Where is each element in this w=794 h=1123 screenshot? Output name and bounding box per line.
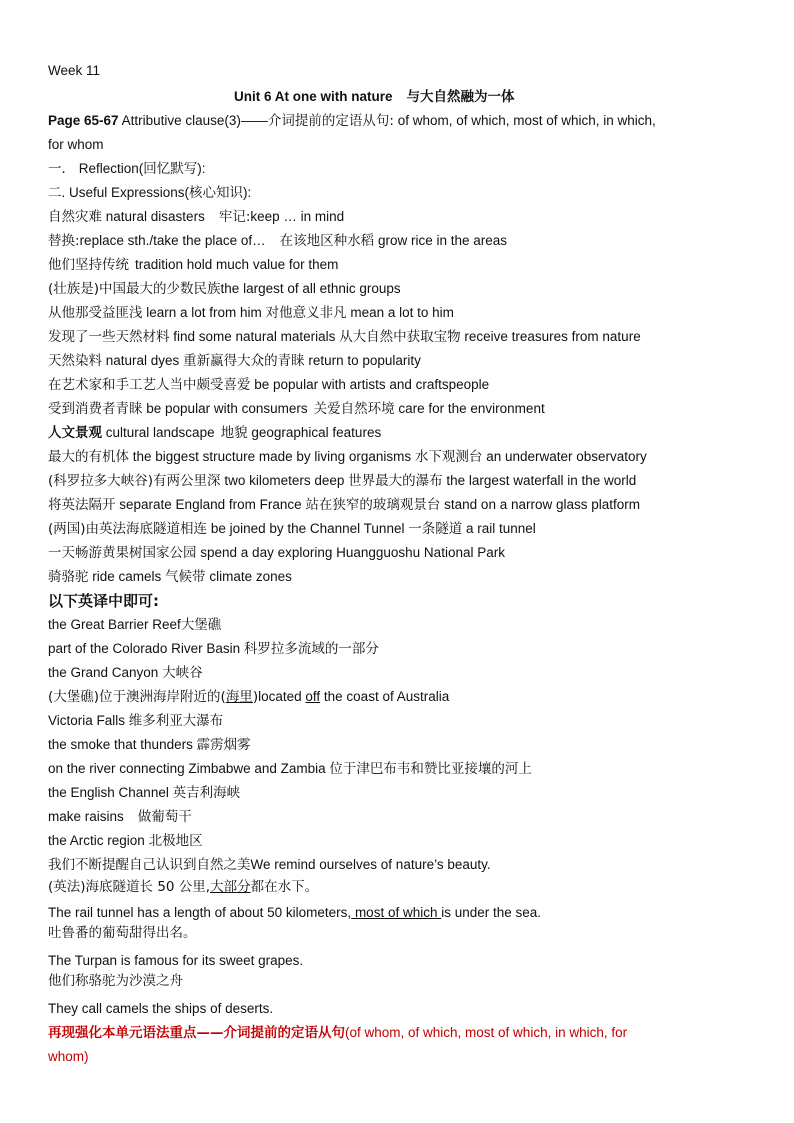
trans-cn: 位于津巴布韦和赞比亚接壤的河上 <box>329 761 532 777</box>
reef-cn-underlined: 海里 <box>225 689 253 705</box>
expr-row <box>48 424 381 442</box>
expr-row <box>48 328 641 346</box>
expr-en: an underwater observatory <box>486 449 647 464</box>
reflection-cn: 回忆默写 <box>143 161 198 177</box>
translation-row <box>48 640 379 658</box>
expr-en: natural disasters <box>105 209 205 224</box>
trans-cn: 英吉利海峡 <box>172 785 241 801</box>
sentence-en: The rail tunnel has a length of about 50 kilometers, <box>48 905 352 920</box>
sentence-cn: 我们不断提醒自己认识到自然之美 <box>48 857 251 873</box>
expr-cn: 受到消费者青睐 <box>48 401 143 417</box>
translation-row <box>48 808 192 826</box>
topic-cn: 介词提前的定语从句: <box>267 113 394 129</box>
expr-cn: (科罗拉多大峡谷)有两公里深 <box>48 473 221 489</box>
expr-row <box>48 208 344 226</box>
expr-cn: 从他那受益匪浅 <box>48 305 143 321</box>
expr-cn: 他们坚持传统 <box>48 257 129 273</box>
expr-en: stand on a narrow glass platform <box>444 497 641 512</box>
expr-cn: 替换: <box>48 233 80 249</box>
expr-row <box>48 568 292 586</box>
expr-cn: 发现了一些天然材料 <box>48 329 170 345</box>
reef-cn-close: ) <box>252 689 259 705</box>
expr-cn: 在艺术家和手工艺人当中颇受喜爱 <box>48 377 251 393</box>
sentence-cn: 都在水下。 <box>250 879 319 895</box>
trans-cn: 北极地区 <box>148 833 203 849</box>
expr-row <box>48 400 545 418</box>
expr-row <box>48 304 454 322</box>
translate-heading: 以下英译中即可: <box>48 592 159 610</box>
expr-en: the largest waterfall in the world <box>446 473 637 488</box>
expr-cn: 气候带 <box>165 569 206 585</box>
trans-en: the English Channel <box>48 785 169 800</box>
expr-en: two kilometers deep <box>224 473 345 488</box>
expr-row <box>48 496 640 514</box>
expr-en: ride camels <box>92 569 162 584</box>
closing-note-cont: whom) <box>48 1049 89 1064</box>
expr-en: be popular with artists and craftspeople <box>254 377 490 392</box>
expr-en: replace sth./take the place of… <box>79 233 266 248</box>
expr-cn: 重新赢得大众的青睐 <box>183 353 305 369</box>
section-useful <box>48 184 251 202</box>
trans-en: part of the Colorado River Basin <box>48 641 241 656</box>
expr-row <box>48 232 507 250</box>
expr-en: the biggest structure made by living organisms <box>132 449 412 464</box>
expr-cn: 将英法隔开 <box>48 497 116 513</box>
trans-en: the Grand Canyon <box>48 665 159 680</box>
sentence-en: is under the sea. <box>441 905 542 920</box>
translation-row <box>48 760 532 778</box>
expr-en: natural dyes <box>105 353 180 368</box>
expr-en: mean a lot to him <box>350 305 454 320</box>
closing-en: (of whom, of which, most of which, in which, for <box>345 1025 628 1040</box>
expr-en: tradition hold much value for them <box>135 257 339 272</box>
expr-en: return to popularity <box>308 353 421 368</box>
expr-cn: 天然染料 <box>48 353 102 369</box>
expr-cn: 自然灾难 <box>48 209 102 225</box>
trans-en: make raisins <box>48 809 124 824</box>
expr-row <box>48 376 489 394</box>
expr-cn: 人文景观 <box>48 425 102 441</box>
expr-cn: 一条隧道 <box>408 521 463 537</box>
useful-end: ): <box>243 185 252 200</box>
expr-row <box>48 352 421 370</box>
translation-row <box>48 736 251 754</box>
trans-en: Victoria Falls <box>48 713 126 728</box>
expr-en: spend a day exploring Huangguoshu National Park <box>200 545 505 560</box>
sentence-cn: (英法)海底隧道长 50 公里, <box>48 879 211 895</box>
expr-cn: 在该地区种水稻 <box>279 233 375 249</box>
week-label: Week 11 <box>48 63 101 78</box>
expr-en: care for the environment <box>398 401 545 416</box>
expr-cn: (壮族是)中国最大的少数民族 <box>48 281 221 297</box>
reef-line <box>48 688 449 706</box>
useful-cn: 核心知识 <box>189 185 244 201</box>
translation-row <box>48 832 203 850</box>
trans-en: the smoke that thunders <box>48 737 193 752</box>
expr-cn: 地貌 <box>220 425 248 441</box>
expr-cn: 牢记: <box>218 209 251 225</box>
reef-en-underlined: off <box>305 689 321 704</box>
trans-en: the Great Barrier Reef <box>48 617 181 632</box>
reflection-end: ): <box>197 161 206 176</box>
expr-en: keep … in mind <box>250 209 345 224</box>
expr-row <box>48 448 647 466</box>
sentence-en-underlined: most of which <box>351 905 442 920</box>
translation-row <box>48 664 203 682</box>
expr-cn: 一天畅游黄果树国家公园 <box>48 545 197 561</box>
expr-cn: (两国)由英法海底隧道相连 <box>48 521 208 537</box>
topic-forms-cont: for whom <box>48 137 104 152</box>
expr-cn: 站在狭窄的玻璃观景台 <box>305 497 441 513</box>
expr-en: find some natural materials <box>173 329 336 344</box>
reef-en: located <box>258 689 306 704</box>
trans-cn: 霹雳烟雾 <box>196 737 251 753</box>
trans-cn: 大堡礁 <box>180 617 222 633</box>
sentence-4-cn: 他们称骆驼为沙漠之舟 <box>48 973 183 989</box>
expr-row <box>48 280 401 298</box>
topic-en: Attributive clause(3)—— <box>121 113 268 128</box>
sentence-2-en <box>48 904 541 922</box>
page-ref: Page 65-67 <box>48 113 119 128</box>
translation-row <box>48 616 221 634</box>
trans-cn: 科罗拉多流域的一部分 <box>243 641 379 657</box>
section-reflection <box>48 160 206 178</box>
expr-en: cultural landscape <box>105 425 215 440</box>
expr-en: separate England from France <box>119 497 302 512</box>
expr-en: a rail tunnel <box>466 521 536 536</box>
sentence-cn-underlined: 大部分 <box>210 879 251 895</box>
expr-cn: 关爱自然环境 <box>313 401 395 417</box>
expr-en: the largest of all ethnic groups <box>220 281 401 296</box>
expr-cn: 最大的有机体 <box>48 449 129 465</box>
sentence-3-cn: 吐鲁番的葡萄甜得出名。 <box>48 925 197 941</box>
sentence-1 <box>48 856 491 874</box>
expr-cn: 水下观测台 <box>414 449 483 465</box>
expr-cn: 对他意义非凡 <box>265 305 347 321</box>
sentence-2-cn <box>48 878 318 896</box>
unit-title-en: Unit 6 At one with nature <box>234 89 393 104</box>
reflection-label: Reflection( <box>78 161 144 176</box>
expr-row <box>48 520 536 538</box>
reef-en-rest: the coast of Australia <box>320 689 450 704</box>
translation-row <box>48 712 223 730</box>
expr-en: receive treasures from nature <box>464 329 641 344</box>
expr-en: geographical features <box>251 425 382 440</box>
expr-en: be joined by the Channel Tunnel <box>210 521 405 536</box>
closing-cn: 再现强化本单元语法重点——介词提前的定语从句 <box>48 1025 345 1041</box>
closing-note <box>48 1024 627 1042</box>
sentence-en: We remind ourselves of nature’s beauty. <box>250 857 491 872</box>
expr-row <box>48 544 505 562</box>
trans-en: the Arctic region <box>48 833 145 848</box>
trans-cn: 做葡萄干 <box>137 809 192 825</box>
expr-en: climate zones <box>209 569 292 584</box>
trans-cn: 维多利亚大瀑布 <box>128 713 224 729</box>
topic-forms: of whom, of which, most of which, in which, <box>397 113 656 128</box>
trans-cn: 大峡谷 <box>162 665 203 681</box>
reef-cn: (大堡礁)位于澳洲海岸附近的( <box>48 689 226 705</box>
unit-title <box>234 88 515 106</box>
expr-row <box>48 256 338 274</box>
sentence-3-en: The Turpan is famous for its sweet grapes. <box>48 953 304 968</box>
expr-en: learn a lot from him <box>146 305 262 320</box>
expr-en: grow rice in the areas <box>377 233 507 248</box>
sentence-4-en: They call camels the ships of deserts. <box>48 1001 274 1016</box>
topic-line <box>48 112 656 130</box>
trans-en: on the river connecting Zimbabwe and Zambia <box>48 761 326 776</box>
expr-cn: 从大自然中获取宝物 <box>339 329 461 345</box>
expr-cn: 世界最大的瀑布 <box>348 473 443 489</box>
reflection-num: 一． <box>48 161 75 176</box>
expr-cn: 骑骆驼 <box>48 569 89 585</box>
useful-label: 二. Useful Expressions( <box>48 185 190 200</box>
unit-title-cn: 与大自然融为一体 <box>406 89 515 105</box>
expr-en: be popular with consumers <box>146 401 308 416</box>
expr-row <box>48 472 636 490</box>
translation-row <box>48 784 240 802</box>
